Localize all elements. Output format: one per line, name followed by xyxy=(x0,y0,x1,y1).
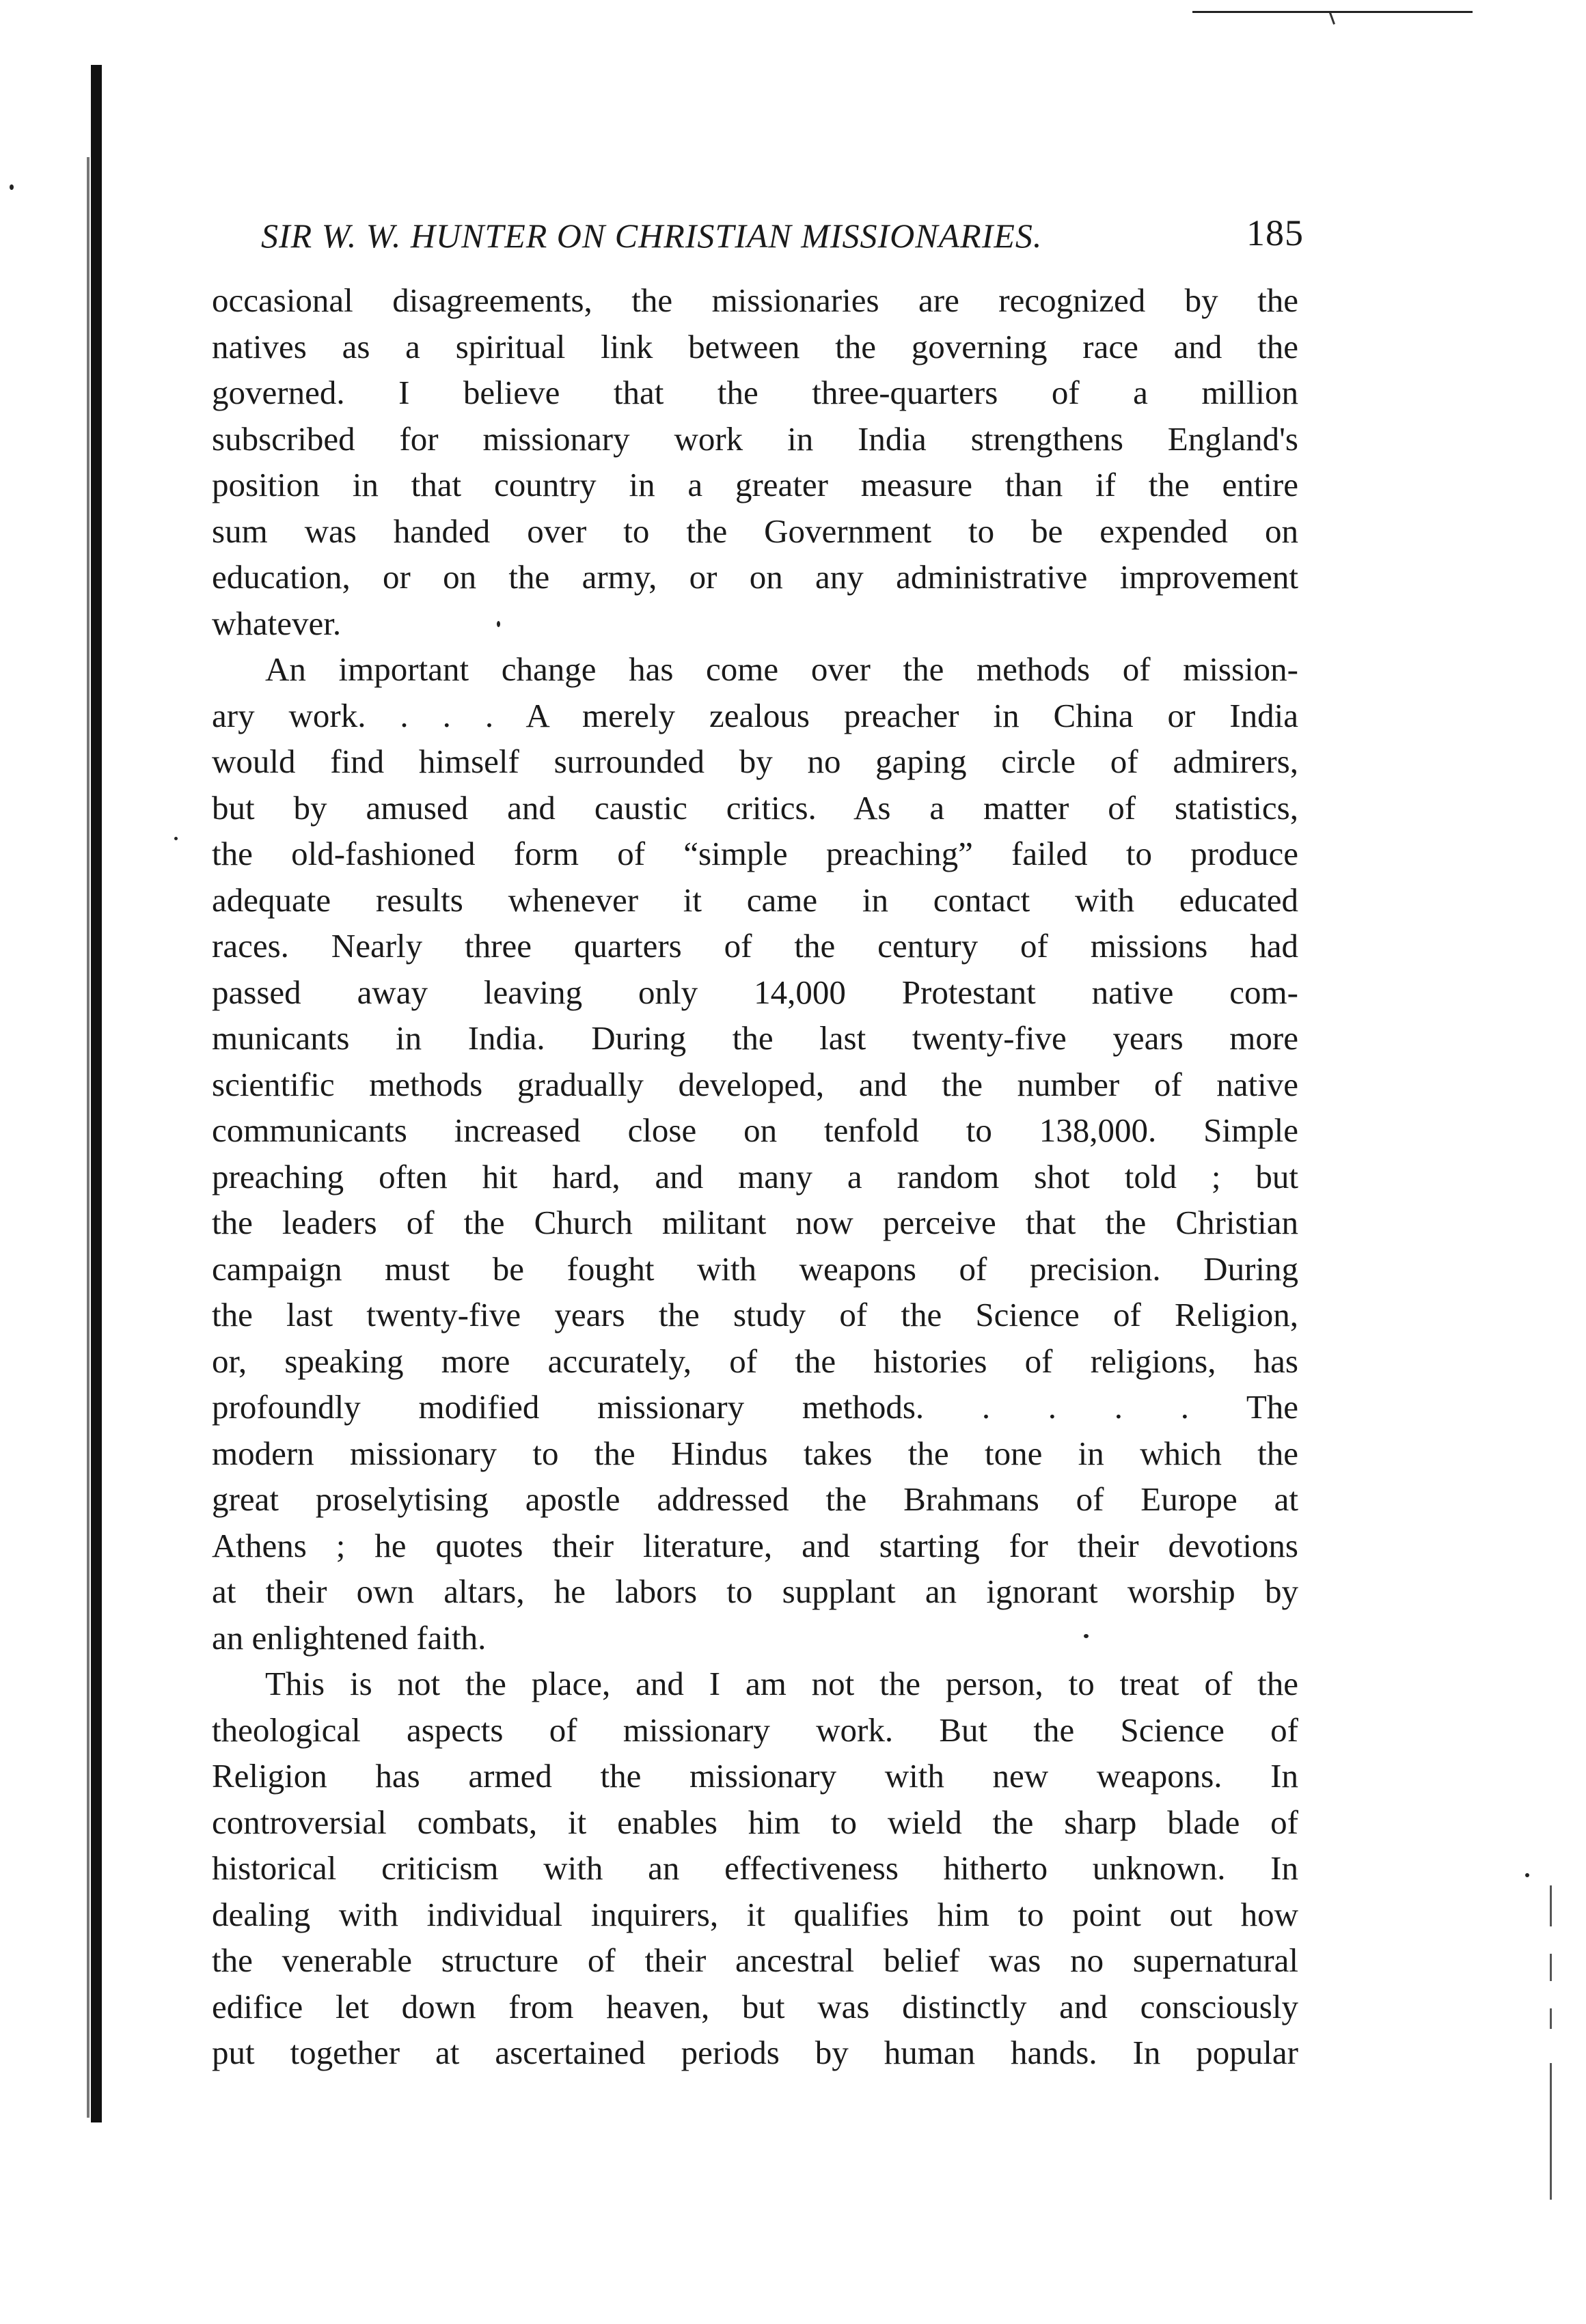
text-line: scientific methods gradually developed, and the number of native xyxy=(212,1065,1298,1103)
body-text xyxy=(212,277,1298,2076)
scan-speck xyxy=(10,184,14,190)
text-line: preaching often hit hard, and many a random shot told ; but xyxy=(212,1157,1298,1195)
scan-noise xyxy=(1550,1954,1552,1981)
scan-noise xyxy=(1550,2063,1552,2200)
text-line: an enlightened faith. xyxy=(212,1618,487,1657)
text-line: edifice let down from heaven, but was distinctly and consciously xyxy=(212,1987,1298,2025)
binding-shadow-inner xyxy=(87,157,90,2118)
text-line: Athens ; he quotes their literature, and starting for their devotions xyxy=(212,1526,1298,1564)
text-line: communicants increased close on tenfold to 138,000. Simple xyxy=(212,1111,1298,1149)
text-line: dealing with individual inquirers, it qualifies him to point out how xyxy=(212,1895,1298,1933)
text-line: profoundly modified missionary methods. . . . . The xyxy=(212,1388,1298,1426)
scan-noise xyxy=(1550,1885,1552,1926)
text-line: or, speaking more accurately, of the histories of religions, has xyxy=(212,1342,1298,1380)
text-line: the venerable structure of their ancestral belief was no supernatural xyxy=(212,1941,1298,1979)
text-line: ary work. . . . A merely zealous preacher in China or India xyxy=(212,696,1298,734)
text-line: would find himself surrounded by no gaping circle of admirers, xyxy=(212,743,1298,780)
text-line: great proselytising apostle addressed the Brahmans of Europe at xyxy=(212,1480,1298,1518)
text-line: sum was handed over to the Government to be expended on xyxy=(212,512,1298,550)
text-line: municants in India. During the last twenty-five years more xyxy=(212,1019,1298,1057)
text-line: subscribed for missionary work in India strengthens England's xyxy=(212,419,1298,458)
text-line: passed away leaving only 14,000 Protestant native com- xyxy=(212,973,1298,1011)
binding-shadow xyxy=(91,65,102,2122)
text-line: the last twenty-five years the study of the Science of Religion, xyxy=(212,1296,1298,1333)
text-line: modern missionary to the Hindus takes the tone in which the xyxy=(212,1434,1298,1472)
text-line: but by amused and caustic critics. As a matter of statistics, xyxy=(212,788,1298,827)
text-line: Religion has armed the missionary with new weapons. In xyxy=(212,1757,1298,1795)
text-line: campaign must be fought with weapons of precision. During xyxy=(212,1249,1298,1288)
running-head xyxy=(212,212,1304,260)
text-line: natives as a spiritual link between the governing race and the xyxy=(212,327,1298,365)
scan-edge-tick xyxy=(1329,12,1335,25)
text-line: races. Nearly three quarters of the century of missions had xyxy=(212,927,1298,965)
text-line: the old-fashioned form of “simple preaching” failed to produce xyxy=(212,835,1298,872)
text-line: put together at ascertained periods by human hands. In popular xyxy=(212,2034,1298,2071)
text-line: education, or on the army, or on any administrative improvement xyxy=(212,558,1298,596)
text-line: occasional disagreements, the missionaries are recognized by the xyxy=(212,281,1298,319)
text-line: governed. I believe that the three-quarters of a million xyxy=(212,374,1298,411)
text-line: This is not the place, and I am not the person, to treat of the xyxy=(265,1665,1298,1702)
page-content xyxy=(212,212,1304,2076)
scan-noise xyxy=(1550,2008,1552,2029)
text-line: the leaders of the Church militant now perceive that the Christian xyxy=(212,1204,1298,1241)
text-line: theological aspects of missionary work. But the Science of xyxy=(212,1711,1298,1749)
scan-speck xyxy=(1525,1873,1529,1877)
text-line: An important change has come over the methods of mission- xyxy=(265,650,1298,688)
text-line: historical criticism with an effectiveness hitherto unknown. In xyxy=(212,1849,1298,1887)
text-line: adequate results whenever it came in contact with educated xyxy=(212,881,1298,919)
scan-edge-mark xyxy=(1192,11,1473,13)
running-head-title: SIR W. W. HUNTER ON CHRISTIAN MISSIONARIES. xyxy=(261,217,1043,255)
text-line: whatever. xyxy=(212,604,342,642)
text-line: position in that country in a greater measure than if the entire xyxy=(212,466,1298,503)
page-number: 185 xyxy=(1246,212,1304,253)
text-line: controversial combats, it enables him to wield the sharp blade of xyxy=(212,1803,1298,1841)
text-line: at their own altars, he labors to supplant an ignorant worship by xyxy=(212,1573,1298,1610)
scan-speck xyxy=(174,837,178,840)
